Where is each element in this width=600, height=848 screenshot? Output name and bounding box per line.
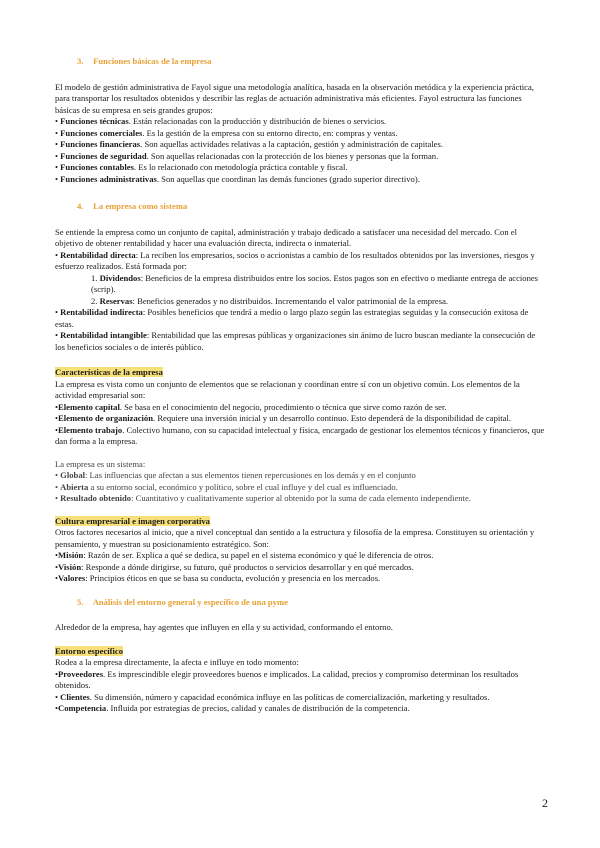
caracteristicas-heading: Características de la empresa — [55, 367, 163, 377]
section-5-intro: Alrededor de la empresa, hay agentes que influyen en ella y su actividad, conformando el entorno. — [55, 622, 393, 632]
list-item: •Valores: Principios éticos en que se basa su conducta, evolución y presencia en los mercados. — [55, 573, 381, 583]
section-3-number: 3. — [77, 56, 84, 66]
list-item: • Resultado obtenido: Cuantitativo y cualitativamente superior al obtenido por la suma de cada elemento independiente. — [55, 493, 471, 503]
section-4-intro: Se entiende la empresa como un conjunto de capital, administración y trabajo dedicado a satisfacer una necesidad del mercado. Con el objetivo de obtener rentabilidad y hacer una evaluación directa, indirecta o inmaterial. — [55, 226, 517, 248]
list-item: •Proveedores. Es imprescindible elegir proveedores buenos e implicados. La calidad, precios y compromiso determinan los resultados obtenidos. — [55, 668, 519, 690]
list-item: • Clientes. Su dimensión, número y capacidad económica influye en las políticas de comercialización, marketing y resultados. — [55, 691, 490, 702]
section-5-heading — [77, 597, 545, 609]
list-item: • Funciones técnicas. Están relacionadas con la producción y distribución de bienes o servicios. — [55, 116, 387, 126]
rentabilidad-directa: • Rentabilidad directa: La reciben los empresarios, socios o accionistas a cambio de los resultados obtenidos por las inversiones, riesgos y esfuerzo realizados. Está formada por: — [55, 249, 535, 271]
functions-list — [55, 116, 545, 185]
rentabilidad-indirecta: • Rentabilidad indirecta: Posibles beneficios que tendrá a medio o largo plazo según las estrategias seguidas y la consecución exitosa de estas. — [55, 307, 529, 329]
section-5-number: 5. — [77, 596, 84, 607]
list-item: • Global: Las influencias que afectan a sus elementos tienen repercusiones en los demás y en el conjunto — [55, 470, 416, 480]
sub-list-item: 1. Dividendos: Beneficios de la empresa distribuidos entre los socios. Estos pagos son en efectivo o mediante entrega de acciones (scrip). — [91, 272, 539, 294]
cultura-heading: Cultura empresarial e imagen corporativa — [55, 515, 210, 526]
list-item: • Funciones financieras. Son aquellas actividades relativas a la captación, gestión y administración de capitales. — [55, 139, 443, 149]
list-item: • Funciones comerciales. Es la gestión de la empresa con su entorno directo, en: compras y ventas. — [55, 127, 398, 138]
list-item: •Misión: Razón de ser. Explica a qué se dedica, su papel en el sistema económico y qué le diferencia de otros. — [55, 550, 434, 560]
section-4-number: 4. — [77, 201, 84, 211]
page-number: 2 — [542, 796, 548, 810]
list-item: • Abierta a su entorno social, económico y político, sobre el cual influye y del cual es influenciado. — [55, 481, 398, 492]
caracteristicas-intro: La empresa es vista como un conjunto de elementos que se relacionan y coordinan entre sí con un objetivo común. Los elementos de la actividad empresarial son: — [55, 378, 520, 400]
list-item: •Visión: Responde a dónde dirigirse, su futuro, qué productos o servicios desarrollar y en qué mercados. — [55, 561, 414, 572]
list-item: •Elemento de organización. Requiere una inversión inicial y un desarrollo continuo. Esto dependerá de la disponibilidad de capital. — [55, 413, 511, 423]
section-4-heading — [77, 201, 545, 213]
sistema-block — [55, 459, 545, 505]
list-item: •Competencia. Influida por estrategias de precios, calidad y canales de distribución de la competencia. — [55, 703, 410, 713]
section-3-heading — [77, 56, 545, 68]
cultura-intro: Otros factores necesarios al inicio, que a nivel conceptual dan sentido a la estructura y filosofía de la empresa. Constituyen su orientación y pensamiento, y muestran su posicionamiento estratégico. Son: — [55, 527, 535, 549]
section-3-intro: El modelo de gestión administrativa de Fayol sigue una metodología analítica, basada en la observación metódica y la experiencia práctica, para transportar los resultados obtenidos y describir las reglas de actuación administrativa más eficientes. Fayol estructura las funciones básicas de su empresa en seis grandes grupos: — [55, 81, 534, 115]
section-4-title: La empresa como sistema — [93, 201, 188, 211]
section-3-title: Funciones básicas de la empresa — [93, 56, 212, 66]
list-item: •Elemento capital. Se basa en el conocimiento del negocio, procedimiento o técnica que sirve como razón de ser. — [55, 401, 447, 412]
rentabilidad-intangible: • Rentabilidad intangible: Rentabilidad que las empresas públicas y organizaciones sin ánimo de lucro buscan mediante la consecución de los beneficios sociales o de interés público. — [55, 330, 536, 352]
entorno-heading: Entorno específico — [55, 645, 124, 656]
sistema-intro: La empresa es un sistema: — [55, 458, 146, 469]
list-item: •Elemento trabajo. Colectivo humano, con su capacidad intelectual y física, encargado de gestionar los elementos técnicos y financieros, que dan forma a la empresa. — [55, 424, 545, 446]
list-item: • Funciones de seguridad. Son aquellas relacionadas con la protección de los bienes y personas que la forman. — [55, 150, 439, 161]
entorno-intro: Rodea a la empresa directamente, la afecta e influye en todo momento: — [55, 657, 299, 667]
list-item: • Funciones contables. Es lo relacionado con metodología práctica contable y fiscal. — [55, 162, 348, 172]
list-item: • Funciones administrativas. Son aquellas que coordinan las demás funciones (grado superior directivo). — [55, 173, 420, 184]
section-5-title: Análisis del entorno general y específico de una pyme — [92, 596, 288, 607]
sub-list-item: 2. Reservas: Beneficios generados y no distribuidos. Incrementando el valor patrimonial de la empresa. — [91, 295, 449, 306]
page-content — [55, 56, 545, 715]
